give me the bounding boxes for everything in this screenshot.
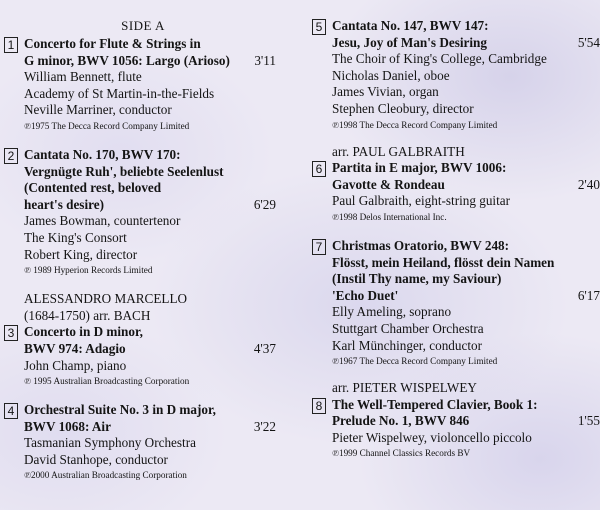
track-title-line: Flösst, mein Heiland, flösst dein Namen [332, 254, 555, 270]
credit-line: James Vivian, organ [332, 84, 439, 100]
track-5 [308, 18, 600, 133]
track-number: 2 [4, 148, 18, 164]
arranger-heading: arr. PAUL GALBRAITH [332, 143, 465, 159]
track-duration: 6'29 [253, 196, 276, 212]
track-4 [0, 402, 276, 483]
credit-line: The King's Consort [24, 229, 127, 245]
side-title: SIDE A [121, 18, 165, 33]
track-title-line: BWV 1068: Air 3'22 [24, 418, 276, 434]
copyright-line: ℗1975 The Decca Record Company Limited [24, 120, 190, 131]
track-title-line: G minor, BWV 1056: Largo (Arioso) 3'11 [24, 52, 276, 68]
credit-line: The Choir of King's College, Cambridge [332, 51, 547, 67]
credit-line: Pieter Wispelwey, violoncello piccolo [332, 429, 532, 445]
track-title-line: BWV 974: Adagio 4'37 [24, 340, 276, 356]
track-title-line: (Contented rest, beloved [24, 180, 162, 196]
track-8 [308, 397, 600, 462]
track-duration: 2'40 [577, 176, 600, 192]
track-title-line: Orchestral Suite No. 3 in D major, [24, 402, 216, 418]
credit-line: William Bennett, flute [24, 69, 142, 85]
credit-line: Tasmanian Symphony Orchestra [24, 435, 196, 451]
credit-line: Paul Galbraith, eight-string guitar [332, 193, 510, 209]
track-title-line: Concerto in D minor, [24, 324, 143, 340]
credit-line: John Champ, piano [24, 357, 127, 373]
right-column [308, 0, 600, 474]
track-number: 8 [312, 398, 326, 414]
track-6 [308, 160, 600, 225]
track-duration: 4'37 [253, 340, 276, 356]
credit-line: James Bowman, countertenor [24, 213, 181, 229]
track-title-line: Prelude No. 1, BWV 846 1'55 [332, 413, 600, 429]
credit-line: Elly Ameling, soprano [332, 304, 452, 320]
track-number: 4 [4, 403, 18, 419]
copyright-line: ℗1999 Channel Classics Records BV [332, 448, 471, 459]
track-title-line: 'Echo Duet' 6'17 [332, 287, 600, 303]
credit-line: Stuttgart Chamber Orchestra [332, 320, 484, 336]
track-duration: 1'55 [577, 413, 600, 429]
copyright-line: ℗ 1995 Australian Broadcasting Corporation [24, 376, 190, 387]
left-column [0, 0, 276, 496]
credit-line: Karl Münchinger, conductor [332, 337, 482, 353]
credit-line: Stephen Cleobury, director [332, 100, 474, 116]
credit-line: Neville Marriner, conductor [24, 102, 172, 118]
track-title-line: heart's desire) 6'29 [24, 196, 276, 212]
credit-line: Academy of St Martin-in-the-Fields [24, 85, 215, 101]
copyright-line: ℗1998 The Decca Record Company Limited [332, 119, 498, 130]
copyright-line: ℗2000 Australian Broadcasting Corporation [24, 470, 187, 481]
track-number: 5 [312, 19, 326, 35]
track-7 [308, 238, 600, 369]
track-duration: 6'17 [577, 287, 600, 303]
copyright-line: ℗1967 The Decca Record Company Limited [332, 356, 498, 367]
track-title-line: Christmas Oratorio, BWV 248: [332, 237, 510, 253]
track-title-line: (Instil Thy name, my Saviour) [332, 271, 502, 287]
track-duration: 5'54 [577, 34, 600, 50]
track-title-line: Partita in E major, BWV 1006: [332, 160, 507, 176]
credit-line: Robert King, director [24, 246, 138, 262]
track-title-line: Cantata No. 170, BWV 170: [24, 146, 181, 162]
track-number: 3 [4, 325, 18, 341]
arranger-heading: arr. PIETER WISPELWEY [332, 380, 477, 396]
track-title-line: The Well-Tempered Clavier, Book 1: [332, 396, 538, 412]
track-duration: 3'22 [253, 418, 276, 434]
track-title-line: Jesu, Joy of Man's Desiring 5'54 [332, 34, 600, 50]
track-number: 6 [312, 161, 326, 177]
composer-heading: ALESSANDRO MARCELLO [24, 291, 188, 307]
composer-dates: (1684-1750) arr. BACH [24, 307, 151, 323]
track-title-line: Gavotte & Rondeau 2'40 [332, 176, 600, 192]
copyright-line: ℗1998 Delos International Inc. [332, 211, 447, 222]
track-1 [0, 36, 276, 134]
track-2 [0, 147, 276, 278]
track-title-line: Cantata No. 147, BWV 147: [332, 18, 489, 33]
credit-line: Nicholas Daniel, oboe [332, 67, 450, 83]
track-number: 7 [312, 239, 326, 255]
track-duration: 3'11 [254, 52, 276, 68]
track-title-line: Vergnügte Ruh', beliebte Seelenlust [24, 163, 224, 179]
track-number: 1 [4, 37, 18, 53]
credit-line: David Stanhope, conductor [24, 451, 168, 467]
track-title-line: Concerto for Flute & Strings in [24, 36, 201, 51]
copyright-line: ℗ 1989 Hyperion Records Limited [24, 265, 153, 276]
track-3 [0, 324, 276, 389]
